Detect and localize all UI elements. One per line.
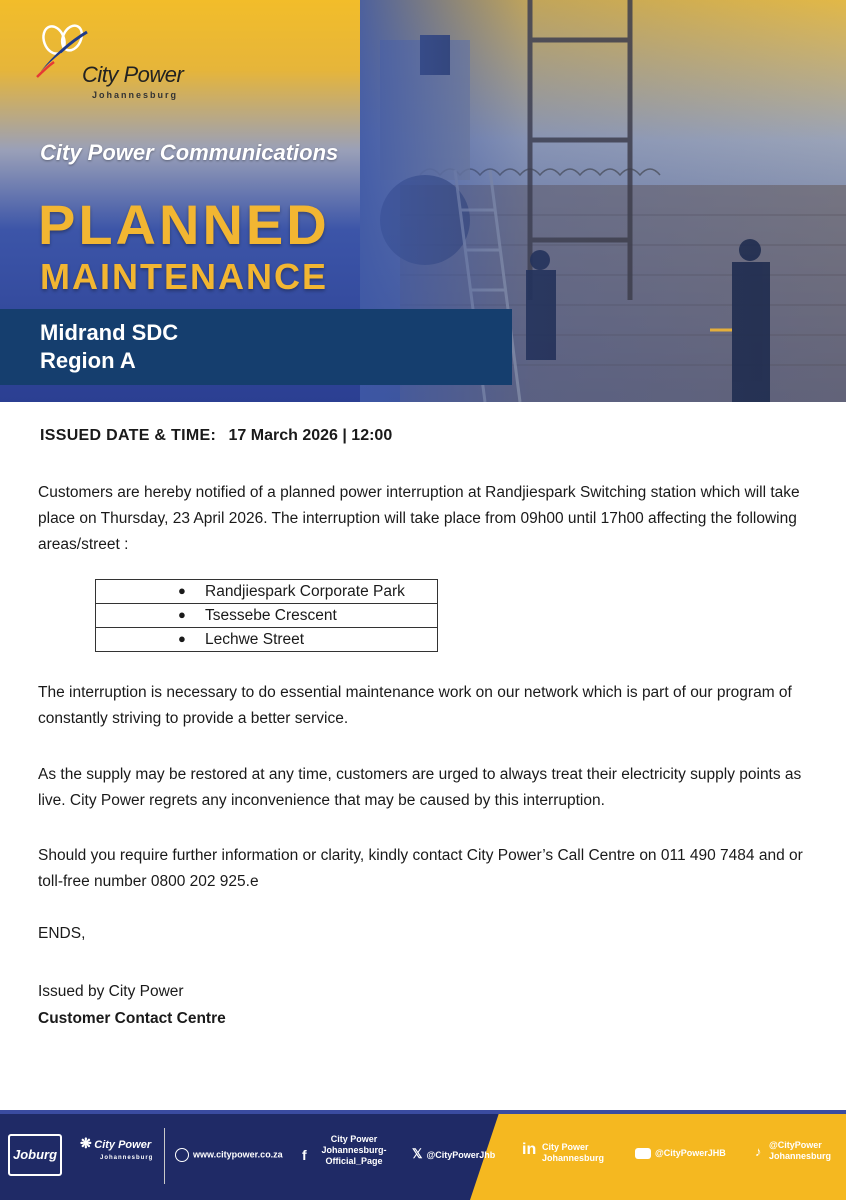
footer-city-power-logo (80, 1135, 160, 1164)
ends-marker: ENDS, (38, 925, 86, 942)
area-cell (96, 580, 438, 604)
communications-title: City Power Communications (40, 140, 339, 165)
x-icon: 𝕏 (412, 1146, 423, 1161)
table-row (96, 628, 438, 652)
tiktok-icon: ♪ (755, 1144, 762, 1159)
joburg-logo: Joburg (8, 1134, 62, 1176)
logo-brand-sub: Johannesburg (92, 90, 179, 100)
x-link[interactable] (412, 1148, 495, 1161)
area-cell (96, 604, 438, 628)
footer-dragonfly-icon: ❋ (80, 1135, 92, 1151)
region-bar (0, 309, 512, 385)
area-name: Tsessebe Crescent (205, 606, 337, 624)
footer (0, 1110, 846, 1200)
website-link[interactable] (175, 1148, 283, 1162)
notice-paragraph-3: As the supply may be restored at any time, customers are urged to always treat their electricity supply points as live. City Power regrets any inconvenience that may be caused by this interruption. (38, 766, 802, 809)
affected-areas-table (95, 579, 438, 652)
facebook-icon: f (302, 1147, 307, 1163)
notice-paragraph-1: Customers are hereby notified of a planned power interruption at Randjiespark Switching station which will take place on Thursday, 23 April 2026. The interruption will take place from 09h00 until 17h00 affecting the following areas/street : (38, 484, 800, 553)
bullet-icon: ● (178, 583, 186, 598)
notice-paragraph-4: Should you require further information or clarity, kindly contact City Power’s Call Centre on 011 490 7484 and or toll-free number 0800 202 925.e (38, 847, 803, 890)
globe-icon (175, 1148, 189, 1162)
notice-paragraph-2: The interruption is necessary to do essential maintenance work on our network which is part of our program of constantly striving to provide a better service. (38, 684, 792, 727)
website-text: www.citypower.co.za (193, 1149, 283, 1160)
facebook-link[interactable] (302, 1134, 392, 1167)
header-banner (0, 0, 846, 402)
youtube-icon (635, 1148, 651, 1159)
area-cell (96, 628, 438, 652)
issued-by-text: Issued by City Power (38, 983, 184, 1000)
issued-label: ISSUED DATE & TIME: (40, 427, 217, 444)
linkedin-text: City Power Johannesburg (542, 1142, 605, 1163)
area-name: Lechwe Street (205, 630, 305, 648)
tiktok-link[interactable] (755, 1140, 841, 1162)
table-row (96, 580, 438, 604)
region-sdc: Midrand SDC (40, 320, 179, 345)
city-power-logo (32, 22, 202, 112)
issued-date-time (40, 427, 392, 445)
logo-brand-name: City Power (82, 62, 184, 87)
facebook-text: City Power Johannesburg- Official_Page (321, 1134, 387, 1166)
maintenance-heading: MAINTENANCE (40, 256, 328, 297)
tiktok-text: @CityPower Johannesburg (769, 1140, 832, 1161)
x-handle-text: @CityPowerJhb (426, 1150, 496, 1160)
issued-by-block (38, 978, 226, 1032)
area-name: Randjiespark Corporate Park (205, 582, 405, 600)
linkedin-link[interactable] (522, 1142, 622, 1164)
footer-divider (164, 1128, 165, 1184)
table-row (96, 604, 438, 628)
issued-value: 17 March 2026 | 12:00 (228, 427, 393, 444)
bullet-icon: ● (178, 607, 186, 622)
footer-brand-sub: Johannesburg (100, 1155, 154, 1161)
bullet-icon: ● (178, 631, 186, 646)
contact-centre: Customer Contact Centre (38, 1010, 226, 1027)
youtube-text: @CityPowerJHB (655, 1148, 726, 1158)
linkedin-icon: in (522, 1141, 537, 1158)
youtube-link[interactable] (635, 1148, 726, 1159)
footer-brand-name: City Power (94, 1139, 152, 1151)
planned-heading: PLANNED (38, 193, 330, 256)
region-name: Region A (40, 348, 136, 373)
